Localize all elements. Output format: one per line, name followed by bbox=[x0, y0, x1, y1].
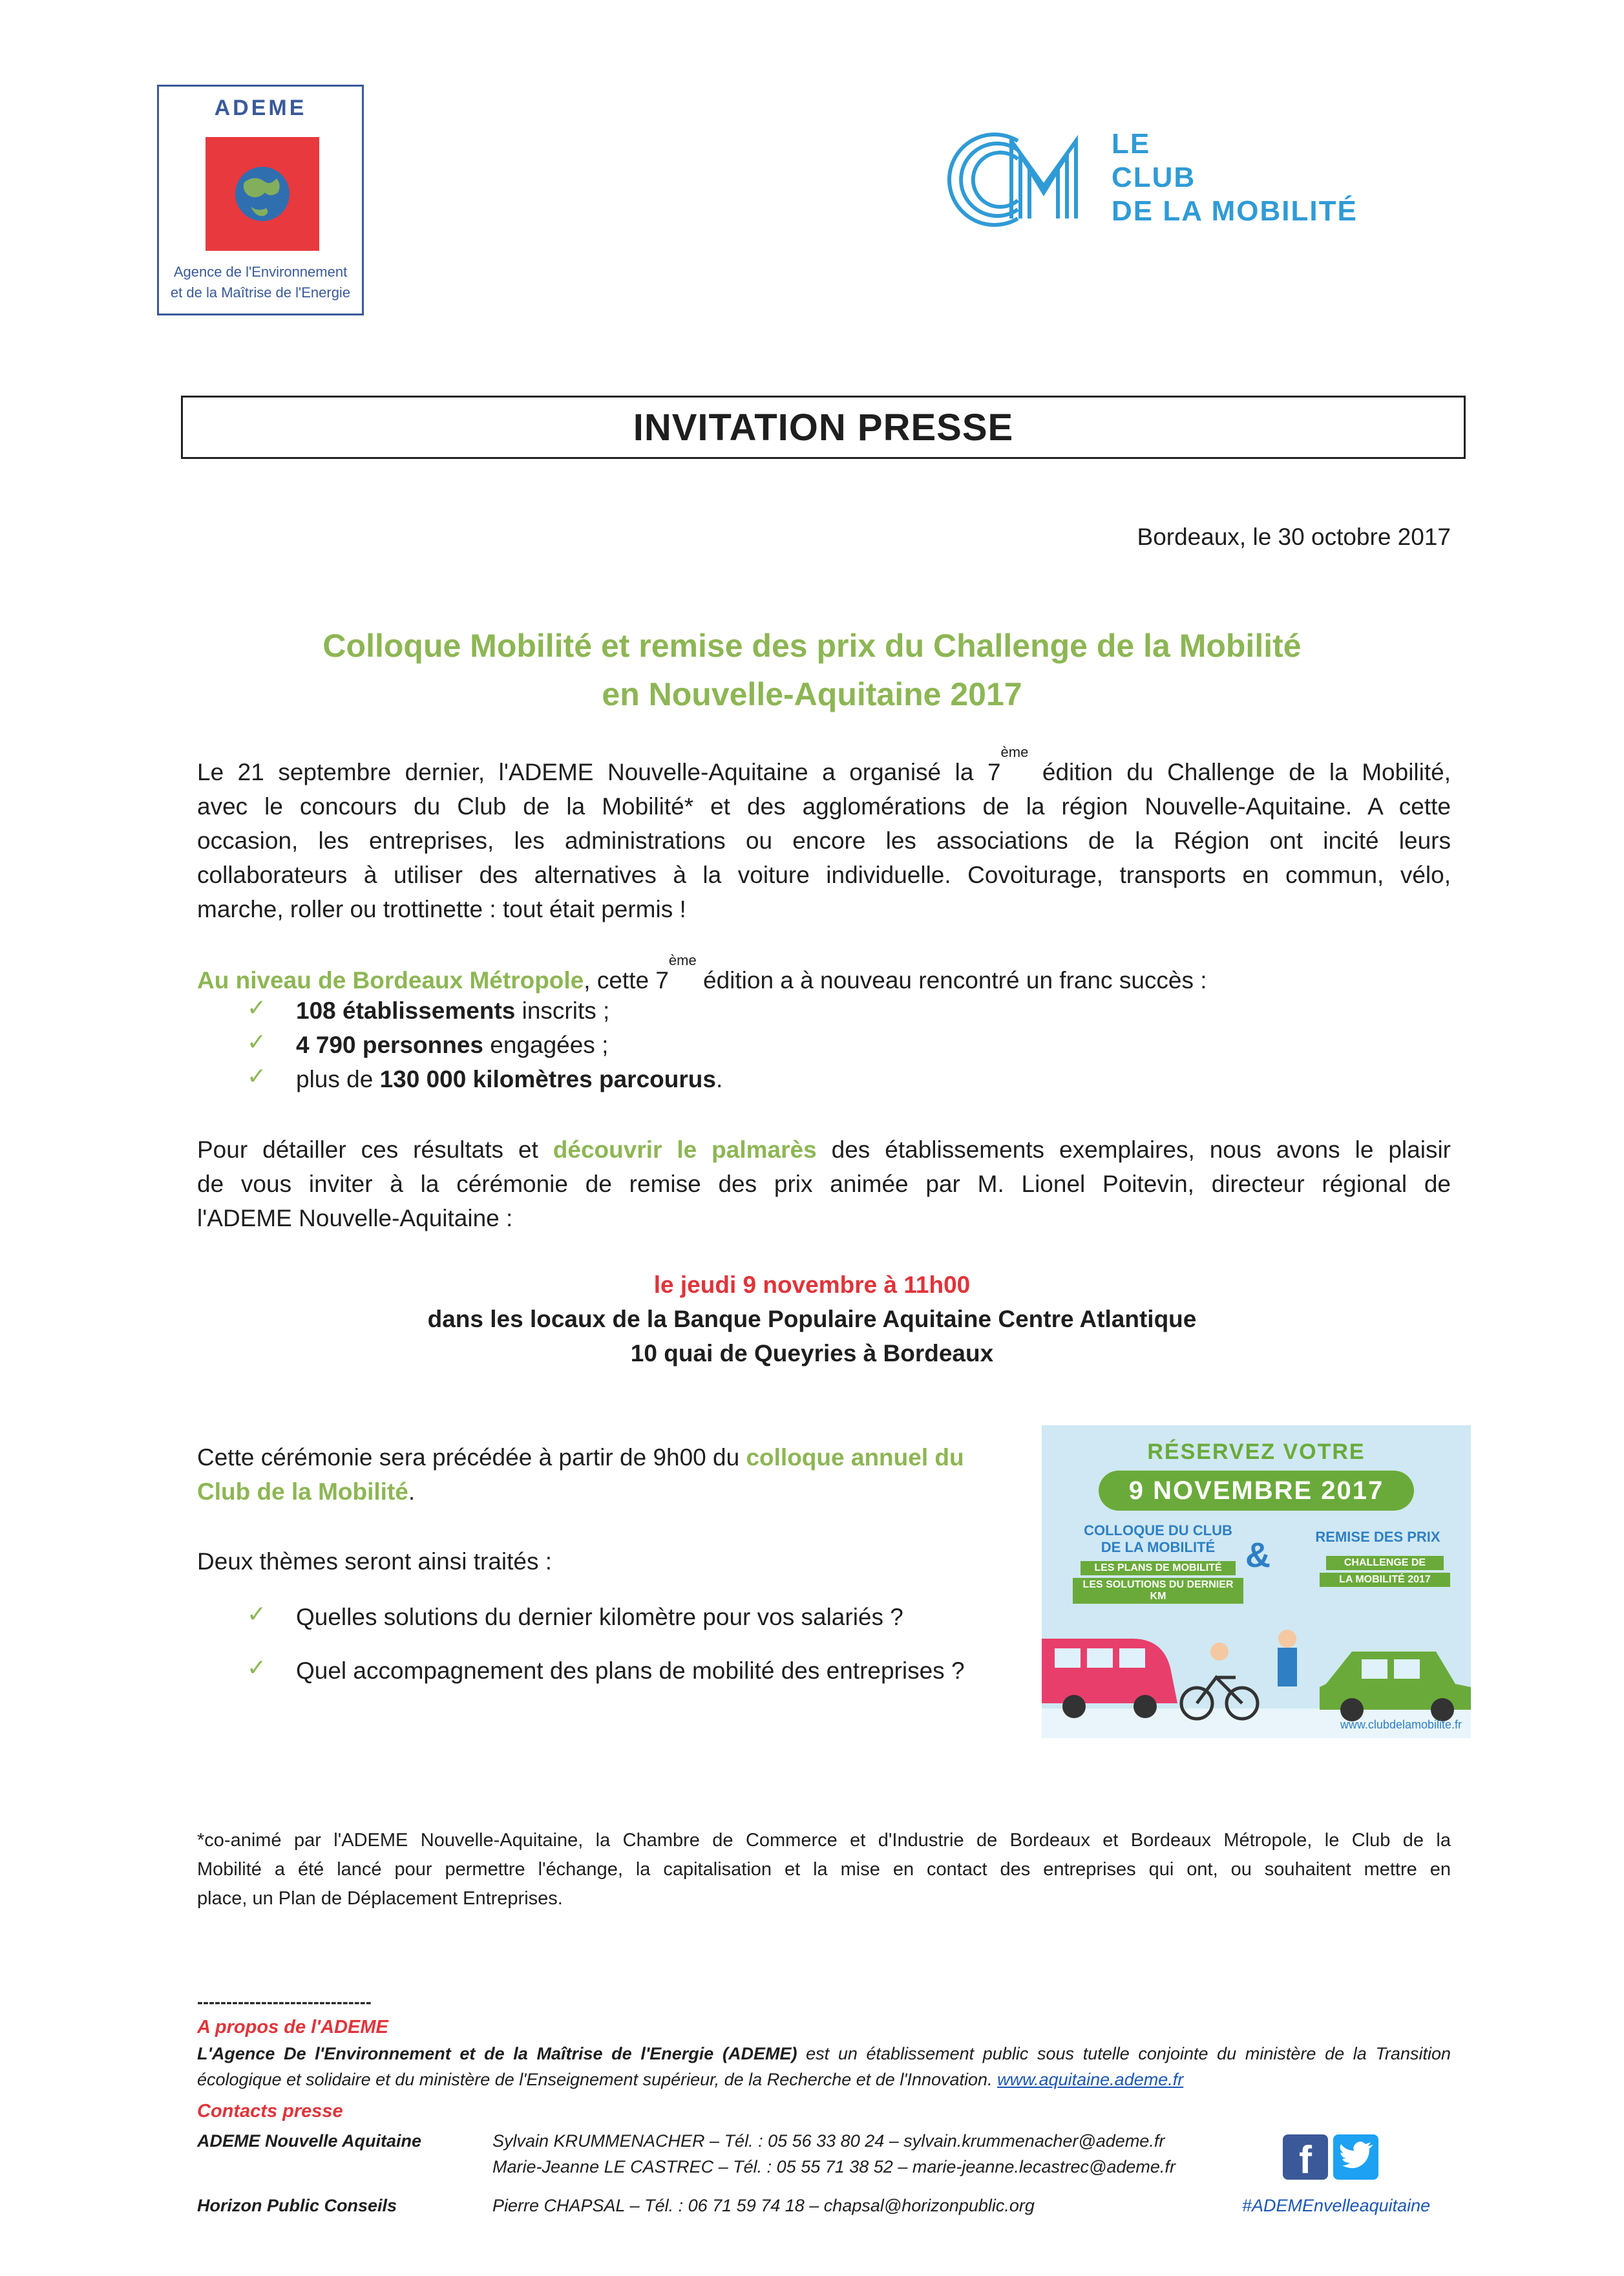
contact-line: Pierre CHAPSAL – Tél. : 06 71 59 74 18 – chapsal@horizonpublic.org bbox=[492, 2196, 1035, 2215]
twitter-icon[interactable] bbox=[1333, 2134, 1378, 2180]
invite-text: des établissements exemplaires, nous avons le plaisir bbox=[816, 1136, 1451, 1163]
facebook-icon[interactable]: f bbox=[1283, 2134, 1328, 2180]
car-icon bbox=[1320, 1652, 1471, 1721]
ademe-website-link[interactable]: www.aquitaine.ademe.fr bbox=[997, 2070, 1184, 2089]
check-icon: ✓ bbox=[247, 994, 267, 1021]
footnote-line: Mobilité a été lancé pour permettre l'échange, la capitalisation et la mise en contact des entreprises qui ont, ou souhaitent mettre en bbox=[197, 1859, 1451, 1880]
about-line-1 bbox=[197, 2044, 1451, 2064]
about-title: A propos de l'ADEME bbox=[197, 2017, 388, 2037]
intro-paragraph bbox=[197, 744, 1451, 926]
contact-line: Marie-Jeanne LE CASTREC – Tél. : 05 55 71 38 52 – marie-jeanne.lecastrec@ademe.fr bbox=[492, 2157, 1176, 2176]
intro-text: Le 21 septembre dernier, l'ADEME Nouvelle-Aquitaine a organisé la 7 bbox=[197, 759, 1001, 785]
bordeaux-highlight: Au niveau de Bordeaux Métropole bbox=[197, 967, 584, 994]
contact-line: Sylvain KRUMMENACHER – Tél. : 05 56 33 80 24 – sylvain.krummenacher@ademe.fr bbox=[492, 2131, 1165, 2151]
club-logo-line-3: DE LA MOBILITÉ bbox=[1112, 195, 1358, 227]
poster-date: 9 NOVEMBRE 2017 bbox=[1099, 1471, 1414, 1511]
poster-right-title: REMISE DES PRIX bbox=[1315, 1529, 1440, 1545]
intro-text: collaborateurs à utiliser des alternatives à la voiture individuelle. Covoiturage, transports en commun, vélo, bbox=[197, 862, 1451, 888]
contact-org-1: ADEME Nouvelle Aquitaine bbox=[197, 2131, 422, 2151]
stat-value: 130 000 kilomètres parcourus bbox=[379, 1066, 716, 1092]
bordeaux-sup: ème bbox=[668, 952, 697, 968]
bike-icon bbox=[1181, 1677, 1258, 1719]
about-line-2 bbox=[197, 2070, 1183, 2090]
ademe-logo-caption-1: Agence de l'Environnement bbox=[173, 264, 348, 280]
footnote-line: *co-animé par l'ADEME Nouvelle-Aquitaine, la Chambre de Commerce et d'Industrie de Bordeaux et Bordeaux Métropole, le Club de la bbox=[197, 1830, 1451, 1851]
date-line: Bordeaux, le 30 octobre 2017 bbox=[1137, 524, 1451, 550]
cyclist-icon bbox=[1210, 1643, 1229, 1661]
intro-text: avec le concours du Club de la Mobilité* et des agglomérations de la région Nouvelle-Aquitaine. A cette bbox=[197, 793, 1451, 820]
ademe-logo-caption-2: et de la Maîtrise de l'Energie bbox=[170, 284, 351, 301]
bordeaux-text: , cette 7 bbox=[584, 967, 669, 994]
stat-item bbox=[296, 1032, 608, 1059]
poster-top: RÉSERVEZ VOTRE bbox=[1147, 1440, 1366, 1464]
bordeaux-text: édition a à nouveau rencontré un franc succès : bbox=[696, 967, 1207, 994]
page-title: INVITATION PRESSE bbox=[633, 406, 1014, 449]
intro-text: marche, roller ou trottinette : tout était permis ! bbox=[197, 896, 686, 922]
event-when: le jeudi 9 novembre à 11h00 bbox=[653, 1271, 971, 1298]
contact-org-2: Horizon Public Conseils bbox=[197, 2196, 397, 2215]
about-text: est un établissement public sous tutelle conjointe du ministère de la Transition bbox=[797, 2044, 1451, 2063]
footnote bbox=[197, 1826, 1451, 1913]
about-text: écologique et solidaire et du ministère de l'Enseignement supérieur, de la Recherche et de l'Innovation. bbox=[197, 2070, 998, 2089]
theme-item: Quel accompagnement des plans de mobilité des entreprises ? bbox=[296, 1657, 965, 1684]
poster-chip: CHALLENGE DE bbox=[1326, 1556, 1444, 1570]
intro-text: occasion, les entreprises, les administrations ou encore les associations de la Région ont incité leurs bbox=[197, 827, 1451, 854]
stat-item bbox=[296, 1066, 722, 1093]
title-box bbox=[181, 396, 1466, 459]
check-icon: ✓ bbox=[247, 1601, 267, 1627]
club-mobilite-logo bbox=[940, 128, 1393, 231]
poster-left-title: COLLOQUE DU CLUB DE LA MOBILITÉ bbox=[1084, 1522, 1232, 1555]
stat-item bbox=[296, 997, 609, 1025]
event-poster bbox=[1042, 1425, 1471, 1738]
club-mobilite-mark-icon bbox=[940, 128, 1108, 231]
check-icon: ✓ bbox=[247, 1063, 267, 1089]
invite-paragraph bbox=[197, 1133, 1451, 1235]
poster-chip: LA MOBILITÉ 2017 bbox=[1320, 1573, 1450, 1587]
headline-line-1: Colloque Mobilité et remise des prix du Challenge de la Mobilité bbox=[322, 628, 1302, 664]
stat-label: engagées ; bbox=[483, 1032, 609, 1058]
invite-text: Pour détailler ces résultats et bbox=[197, 1136, 553, 1163]
poster-illustration bbox=[1042, 1600, 1471, 1729]
poster-chip: LES PLANS DE MOBILITÉ bbox=[1081, 1561, 1236, 1575]
colloque-text: Cette cérémonie sera précédée à partir de 9h00 du bbox=[197, 1444, 746, 1471]
theme-item: Quelles solutions du dernier kilomètre pour vos salariés ? bbox=[296, 1604, 903, 1630]
event-where: dans les locaux de la Banque Populaire Aquitaine Centre Atlantique bbox=[427, 1306, 1197, 1332]
ademe-logo-word: ADEME bbox=[214, 96, 307, 120]
hashtag[interactable]: #ADEMEnvelleaquitaine bbox=[1242, 2196, 1431, 2215]
invite-text: l'ADEME Nouvelle-Aquitaine : bbox=[197, 1205, 513, 1231]
check-icon: ✓ bbox=[247, 1654, 267, 1681]
stat-label: inscrits ; bbox=[515, 997, 610, 1024]
ademe-logo-square bbox=[206, 137, 319, 251]
colloque-highlight: Club de la Mobilité bbox=[197, 1478, 408, 1505]
stat-value: 108 établissements bbox=[296, 997, 516, 1024]
intro-text: édition du Challenge de la Mobilité, bbox=[1028, 759, 1451, 785]
footnote-line: place, un Plan de Déplacement Entreprises. bbox=[197, 1888, 563, 1909]
intro-sup: ème bbox=[1000, 744, 1029, 760]
club-logo-line-2: CLUB bbox=[1112, 162, 1196, 193]
colloque-paragraph bbox=[197, 1440, 1031, 1509]
poster-amp: & bbox=[1245, 1536, 1271, 1575]
invite-highlight: découvrir le palmarès bbox=[553, 1136, 817, 1163]
poster-chip: LES SOLUTIONS DU DERNIER KM bbox=[1073, 1578, 1243, 1604]
walker-icon bbox=[1278, 1630, 1296, 1648]
event-address: 10 quai de Queyries à Bordeaux bbox=[630, 1340, 994, 1367]
contacts-title: Contacts presse bbox=[197, 2101, 343, 2122]
bus-icon bbox=[1042, 1639, 1177, 1718]
ademe-logo bbox=[157, 85, 364, 315]
bordeaux-paragraph bbox=[197, 952, 1451, 997]
stat-prefix: plus de bbox=[296, 1066, 380, 1092]
colloque-text: . bbox=[408, 1478, 416, 1505]
globe-icon bbox=[206, 137, 319, 251]
poster-url: www.clubdelamobilite.fr bbox=[1340, 1718, 1462, 1731]
colloque-highlight: colloque annuel du bbox=[746, 1444, 964, 1471]
themes-intro: Deux thèmes seront ainsi traités : bbox=[197, 1548, 553, 1575]
headline-line-2: en Nouvelle-Aquitaine 2017 bbox=[602, 676, 1022, 712]
club-logo-line-1: LE bbox=[1112, 128, 1151, 160]
stat-value: 4 790 personnes bbox=[296, 1032, 483, 1058]
footer-divider: ------------------------------ bbox=[197, 1992, 372, 2012]
about-bold: L'Agence De l'Environnement et de la Maîtrise de l'Energie (ADEME) bbox=[197, 2044, 797, 2063]
check-icon: ✓ bbox=[247, 1028, 267, 1055]
walker-body bbox=[1278, 1648, 1297, 1686]
stat-label: . bbox=[715, 1066, 723, 1092]
invite-text: de vous inviter à la cérémonie de remise des prix animée par M. Lionel Poitevin, directeur régional de bbox=[197, 1171, 1451, 1197]
